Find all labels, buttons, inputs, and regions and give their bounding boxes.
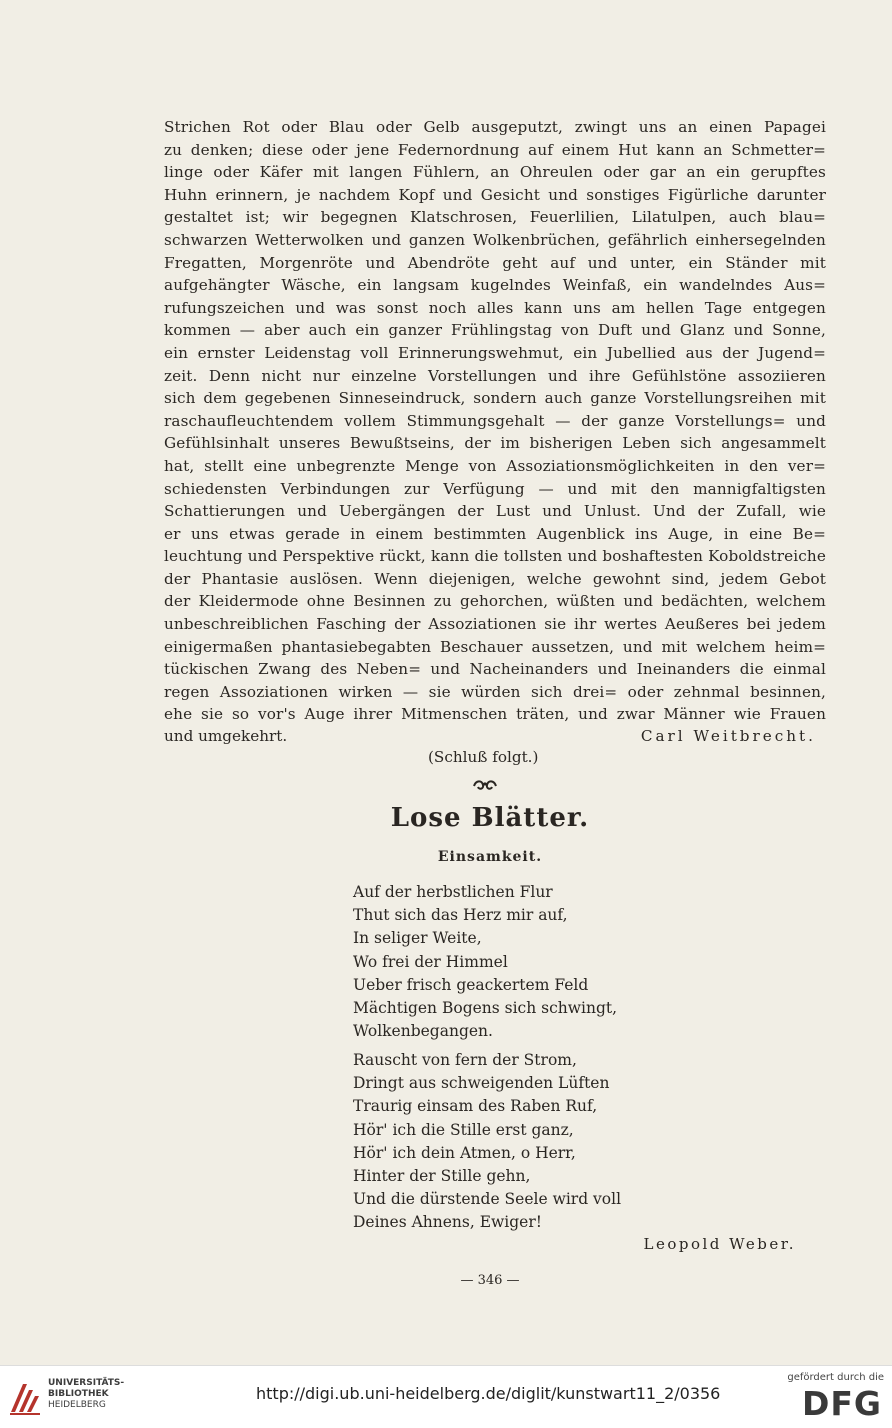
university-library-logo-icon bbox=[8, 1378, 42, 1416]
article-line: rufungszeichen und was sonst noch alles kann uns am hellen Tage entgegen bbox=[164, 298, 826, 317]
article-line: er uns etwas gerade in einem bestimmten Augenblick ins Auge, in eine Be= bbox=[164, 524, 826, 543]
article-line: ein ernster Leidenstag voll Erinnerungswehmut, ein Jubellied aus der Jugend= bbox=[164, 343, 826, 362]
article-line: Strichen Rot oder Blau oder Gelb ausgeputzt, zwingt uns an einen Papagei bbox=[164, 118, 826, 136]
article-line: Gefühlsinhalt unseres Bewußtseins, der im bisherigen Leben sich angesammelt bbox=[164, 434, 826, 453]
article-line: Schattierungen und Uebergängen der Lust und Unlust. Und der Zufall, wie bbox=[164, 502, 826, 521]
article-line: Fregatten, Morgenröte und Abendröte geht auf und unter, ein Ständer mit bbox=[164, 253, 826, 272]
article-line: einigermaßen phantasiebegabten Beschauer aussetzen, und mit welchem heim= bbox=[164, 637, 826, 656]
dfg-logo: DFG bbox=[801, 1384, 882, 1423]
library-name-line2: BIBLIOTHEK bbox=[48, 1389, 109, 1399]
article-closing-row bbox=[164, 727, 816, 749]
article-author: Carl Weitbrecht. bbox=[640, 727, 816, 745]
article-line: Huhn erinnern, je nachdem Kopf und Gesicht und sonstiges Figürliche darunter bbox=[164, 185, 826, 204]
poem-verse: Rauscht von fern der Strom, bbox=[353, 1051, 577, 1069]
article-line: gestaltet ist; wir begegnen Klatschrosen, Feuerlilien, Lilatulpen, auch blau= bbox=[164, 208, 826, 227]
sponsor-caption: gefördert durch die bbox=[787, 1372, 884, 1383]
library-name-line1: UNIVERSITÄTS- bbox=[48, 1378, 125, 1388]
poem-author: Leopold Weber. bbox=[643, 1235, 796, 1253]
poem-verse: Hinter der Stille gehn, bbox=[353, 1167, 531, 1186]
article-line: regen Assoziationen wirken — sie würden sich drei= oder zehnmal besinnen, bbox=[164, 682, 826, 701]
poem-verse: Und die dürstende Seele wird voll bbox=[353, 1190, 622, 1209]
page-number: — 346 — bbox=[460, 1273, 520, 1288]
poem-verse: Deines Ahnens, Ewiger! bbox=[353, 1213, 542, 1232]
poem-verse: Dringt aus schweigenden Lüften bbox=[353, 1074, 610, 1093]
article-line: kommen — aber auch ein ganzer Frühlingstag von Duft und Glanz und Sonne, bbox=[164, 321, 826, 340]
poem-stanza-1 bbox=[353, 881, 617, 1043]
article-line: aufgehängter Wäsche, ein langsam kugelndes Weinfaß, ein wandelndes Aus= bbox=[164, 276, 826, 295]
poem-verse: Hör' ich die Stille erst ganz, bbox=[353, 1120, 574, 1139]
permalink-url[interactable]: http://digi.ub.uni-heidelberg.de/diglit/kunstwart11_2/0356 bbox=[256, 1384, 721, 1403]
article-line: der Phantasie auslösen. Wenn diejenigen, welche gewohnt sind, jedem Gebot bbox=[164, 569, 826, 588]
article-line: zeit. Denn nicht nur einzelne Vorstellungen und ihre Gefühlstöne assoziieren bbox=[164, 366, 826, 385]
viewer-footer bbox=[0, 1365, 892, 1428]
section-title: Lose Blätter. bbox=[390, 803, 590, 833]
poem-verse: Mächtigen Bogens sich schwingt, bbox=[353, 999, 618, 1018]
article-line: linge oder Käfer mit langen Fühlern, an Ohreulen oder gar an ein gerupftes bbox=[164, 163, 826, 182]
poem-verse: Thut sich das Herz mir auf, bbox=[353, 906, 568, 925]
article-body bbox=[164, 116, 826, 726]
article-line: schwarzen Wetterwolken und ganzen Wolkenbrüchen, gefährlich einhersegelnden bbox=[164, 230, 826, 249]
article-line: leuchtung und Perspektive rückt, kann die tollsten und boshaftesten Koboldstreiche bbox=[164, 547, 826, 566]
article-line: ehe sie so vor's Auge ihrer Mitmenschen träten, und zwar Männer wie Frauen bbox=[164, 705, 826, 724]
continuation-note: (Schluß folgt.) bbox=[428, 748, 539, 766]
article-line: tückischen Zwang des Neben= und Nacheinanders und Ineinanders die einmal bbox=[164, 660, 826, 679]
poem-stanza-2 bbox=[353, 1049, 621, 1235]
library-name bbox=[48, 1378, 124, 1411]
poem-verse: Wolkenbegangen. bbox=[353, 1022, 493, 1041]
poem-verse: Hör' ich dein Atmen, o Herr, bbox=[353, 1143, 576, 1162]
poem-verse: Ueber frisch geackertem Feld bbox=[353, 975, 589, 994]
poem-title: Einsamkeit. bbox=[437, 849, 543, 865]
fleuron-ornament-icon bbox=[470, 778, 500, 792]
article-line: hat, stellt eine unbegrenzte Menge von Assoziationsmöglichkeiten in den ver= bbox=[164, 456, 826, 475]
poem-verse: Traurig einsam des Raben Ruf, bbox=[353, 1097, 598, 1116]
article-line: zu denken; diese oder jene Federnordnung auf einem Hut kann an Schmetter= bbox=[164, 140, 826, 159]
poem-verse: Wo frei der Himmel bbox=[353, 952, 508, 971]
poem-verse: Auf der herbstlichen Flur bbox=[353, 883, 553, 901]
article-line: der Kleidermode ohne Besinnen zu gehorchen, wüßten und bedächten, welchem bbox=[164, 592, 826, 611]
article-closing-text: und umgekehrt. bbox=[164, 727, 288, 745]
poem-verse: In seliger Weite, bbox=[353, 929, 482, 948]
article-line: unbeschreiblichen Fasching der Assoziationen sie ihr wertes Aeußeres bei jedem bbox=[164, 615, 826, 634]
article-line: schiedensten Verbindungen zur Verfügung — und mit den mannigfaltigsten bbox=[164, 479, 826, 498]
article-line: sich dem gegebenen Sinneseindruck, sondern auch ganze Vorstellungsreihen mit bbox=[164, 389, 826, 408]
article-line: raschaufleuchtendem vollem Stimmungsgehalt — der ganze Vorstellungs= und bbox=[164, 411, 826, 430]
library-name-line3: HEIDELBERG bbox=[48, 1400, 106, 1410]
